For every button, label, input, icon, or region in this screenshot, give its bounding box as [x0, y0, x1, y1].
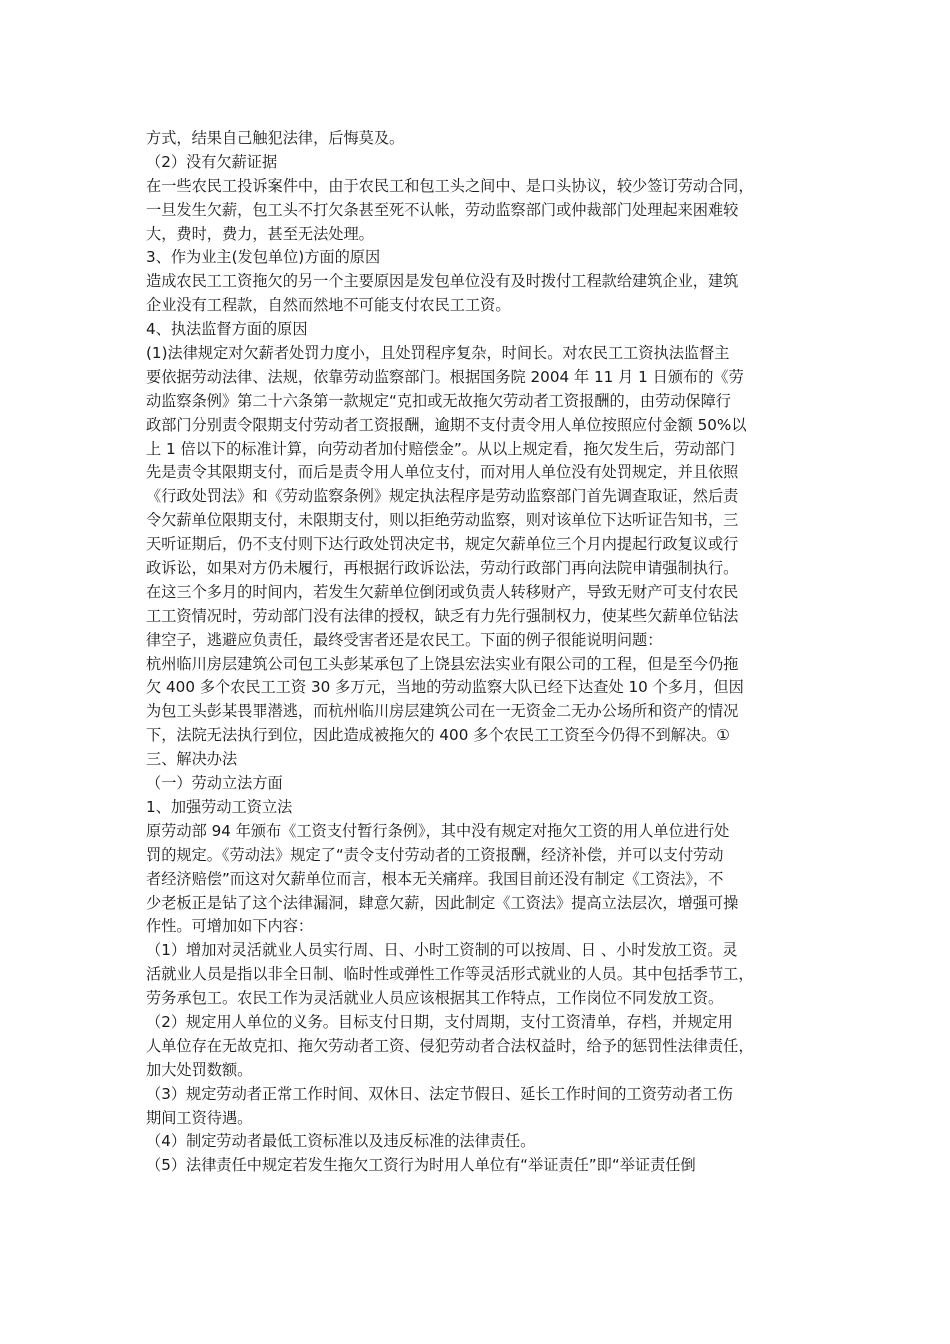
text-line: 罚的规定。《劳动法》规定了“责令支付劳动者的工资报酬，经济补偿，并可以支付劳动 — [146, 845, 724, 864]
section-heading: 4、执法监督方面的原因 — [146, 320, 308, 339]
text-line: 在这三个多月的时间内，若发生欠薪单位倒闭或负责人转移财产，导致无财产可支付农民 — [146, 582, 739, 601]
text-line: 政诉讼，如果对方仍未履行，再根据行政诉讼法，劳动行政部门再向法院申请强制执行。 — [146, 559, 739, 578]
text-line: 天听证期后，仍不支付则下达行政处罚决定书，规定欠薪单位三个月内提起行政复议或行 — [146, 535, 739, 554]
text-line: 杭州临川房层建筑公司包工头彭某承包了上饶县宏法实业有限公司的工程，但是至今仍拖 — [146, 654, 739, 673]
text-line: 为包工头彭某畏罪潜逃，而杭州临川房层建筑公司在一无资金二无办公场所和资产的情况 — [146, 702, 739, 721]
text-line: 动监察条例》第二十六条第一款规定“克扣或无故拖欠劳动者工资报酬的，由劳动保障行 — [146, 391, 731, 410]
text-line: 企业没有工程款，自然而然地不可能支付农民工工资。 — [146, 296, 511, 315]
text-line: 政部门分别责令限期支付劳动者工资报酬，逾期不支付责令用人单位按照应付金额 50%以 — [146, 415, 747, 434]
text-line: 少老板正是钻了这个法律漏洞，肆意欠薪，因此制定《工资法》提高立法层次，增强可操 — [146, 893, 739, 912]
chapter-heading: 三、解决办法 — [146, 750, 238, 769]
text-line: 活就业人员是指以非全日制、临时性或弹性工作等灵活形式就业的人员。其中包括季节工， — [146, 965, 754, 984]
text-line: 欠 400 多个农民工工资 30 多万元，当地的劳动监察大队已经下达查处 10 个多月，但因 — [146, 678, 744, 697]
text-line: (1)法律规定对欠薪者处罚力度小，且处罚程序复杂，时间长。对农民工工资执法监督主 — [146, 344, 730, 363]
text-line: 上 1 倍以下的标准计算，向劳动者加付赔偿金”。从以上规定看，拖欠发生后，劳动部门 — [146, 439, 736, 458]
text-line: 《行政处罚法》和《劳动监察条例》规定执法程序是劳动监察部门首先调查取证，然后责 — [146, 487, 739, 506]
list-item: （1）增加对灵活就业人员实行周、日、小时工资制的可以按周、日 、小时发放工资。灵 — [146, 941, 738, 960]
list-item: （4）制定劳动者最低工资标准以及违反标准的法律责任。 — [146, 1132, 536, 1151]
text-line: 劳务承包工。农民工作为灵活就业人员应该根据其工作特点，工作岗位不同发放工资。 — [146, 989, 724, 1008]
list-item: （2）规定用人单位的义务。目标支付日期，支付周期，支付工资清单，存档，并规定用 — [146, 1012, 733, 1031]
section-heading: 1、加强劳动工资立法 — [146, 797, 293, 816]
text-line: 造成农民工工资拖欠的另一个主要原因是发包单位没有及时拨付工程款给建筑企业，建筑 — [146, 272, 739, 291]
text-line: 下，法院无法执行到位，因此造成被拖欠的 400 多个农民工工资至今仍得不到解决。① — [146, 726, 730, 745]
text-line: 期间工资待遇。 — [146, 1108, 253, 1127]
text-line: 在一些农民工投诉案件中，由于农民工和包工头之间中、是口头协议，较少签订劳动合同， — [146, 176, 754, 195]
text-line: 一旦发生欠薪，包工头不打欠条甚至死不认帐，劳动监察部门或仲裁部门处理起来困难较 — [146, 200, 739, 219]
text-line: 加大处罚数额。 — [146, 1060, 253, 1079]
text-line: 原劳动部 94 年颁布《工资支付暂行条例》，其中没有规定对拖欠工资的用人单位进行处 — [146, 821, 730, 840]
text-line: 大，费时，费力，甚至无法处理。 — [146, 224, 374, 243]
text-line: 先是责令其限期支付，而后是责令用人单位支付，而对用人单位没有处罚规定，并且依照 — [146, 463, 739, 482]
sub-heading: （一）劳动立法方面 — [146, 774, 283, 793]
text-line: 作性。可增加如下内容： — [146, 917, 314, 936]
text-line: 者经济赔偿”而这对欠薪单位而言，根本无关痛痒。我国目前还没有制定《工资法》，不 — [146, 869, 724, 888]
text-line: 令欠薪单位限期支付，未限期支付，则以拒绝劳动监察，则对该单位下达听证告知书，三 — [146, 511, 739, 530]
text-line: 方式，结果自己触犯法律，后悔莫及。 — [146, 129, 405, 147]
text-line: 工工资情况时，劳动部门没有法律的授权，缺乏有力先行强制权力，使某些欠薪单位钻法 — [146, 606, 739, 625]
text-line: 律空子，逃避应负责任，最终受害者还是农民工。下面的例子很能说明问题： — [146, 630, 663, 649]
text-line: 要依据劳动法律、法规，依靠劳动监察部门。根据国务院 2004 年 11 月 1 日颁布的《劳 — [146, 367, 744, 386]
list-item: （3）规定劳动者正常工作时间、双休日、法定节假日、延长工作时间的工资劳动者工伤 — [146, 1084, 733, 1103]
sub-heading: （2）没有欠薪证据 — [146, 152, 278, 171]
section-heading: 3、作为业主(发包单位)方面的原因 — [146, 248, 381, 267]
text-line: 人单位存在无故克扣、拖欠劳动者工资、侵犯劳动者合法权益时，给予的惩罚性法律责任， — [146, 1036, 754, 1055]
document-body — [146, 127, 810, 1178]
list-item: （5）法律责任中规定若发生拖欠工资行为时用人单位有“举证责任”即“举证责任倒 — [146, 1156, 696, 1175]
